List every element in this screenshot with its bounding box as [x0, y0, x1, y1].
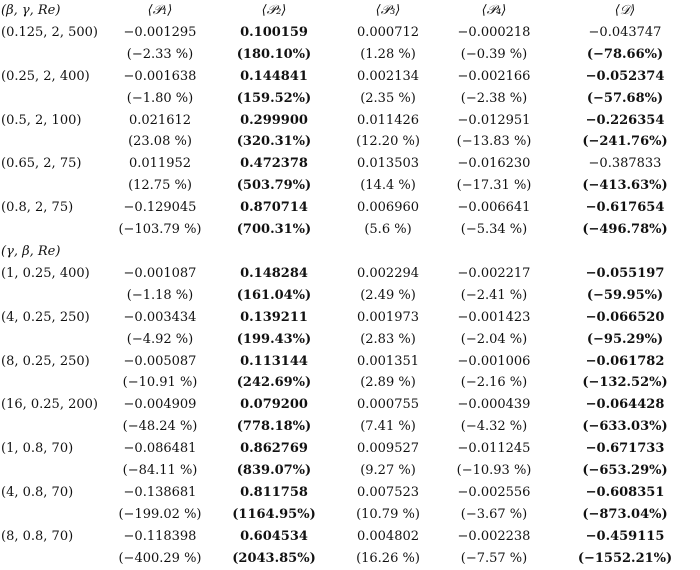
- value-cell-p2: 0.148284: [240, 265, 308, 281]
- value-cell-p3: 0.002134: [356, 68, 420, 84]
- value-cell-p3: 0.013503: [356, 156, 420, 172]
- value-cell-p4: −0.002556: [457, 484, 531, 500]
- header-params: (β, γ, Re): [1, 3, 61, 18]
- percent-cell-p1: (23.08 %): [128, 134, 192, 150]
- percent-cell-p4: (−2.04 %): [460, 331, 528, 347]
- param-cell: (0.65, 2, 75): [1, 156, 82, 172]
- table-row-percent: [0, 44, 700, 66]
- value-cell-p2: 0.472378: [240, 156, 308, 172]
- percent-cell-p3: (7.41 %): [360, 419, 416, 435]
- percent-cell-p3: (2.83 %): [360, 331, 416, 347]
- percent-cell-p1: (−4.92 %): [126, 331, 194, 347]
- percent-cell-p2: (700.31%): [236, 222, 312, 238]
- header-p1: ⟨𝒫₁⟩: [147, 3, 173, 18]
- value-cell-d: −0.459115: [585, 528, 665, 544]
- param-cell: (1, 0.25, 400): [1, 265, 90, 281]
- header-p4: ⟨𝒫₄⟩: [481, 3, 507, 18]
- value-cell-d: −0.061782: [585, 353, 665, 369]
- percent-cell-p2: (242.69%): [236, 375, 312, 391]
- percent-cell-p4: (−17.31 %): [456, 178, 532, 194]
- value-cell-p4: −0.002166: [457, 68, 531, 84]
- percent-cell-p2: (180.10%): [236, 46, 312, 62]
- table-row-percent: [0, 88, 700, 110]
- percent-cell-d: (−873.04%): [582, 506, 668, 522]
- percent-cell-p1: (−103.79 %): [118, 222, 202, 238]
- percent-cell-p2: (159.52%): [236, 90, 312, 106]
- percent-cell-d: (−132.52%): [582, 375, 668, 391]
- percent-cell-d: (−95.29%): [586, 331, 664, 347]
- table-row-values: [0, 263, 700, 285]
- header-d: ⟨𝒟⟩: [614, 3, 636, 18]
- percent-cell-p4: (−13.83 %): [456, 134, 532, 150]
- table-row-percent: [0, 504, 700, 526]
- percent-cell-p3: (2.89 %): [360, 375, 416, 391]
- section-gamma-beta-re: [0, 263, 700, 570]
- value-cell-p3: 0.000712: [356, 24, 420, 40]
- table-row-percent: [0, 219, 700, 241]
- table-row-percent: [0, 329, 700, 351]
- percent-cell-d: (−653.29%): [582, 463, 668, 479]
- percent-cell-p2: (2043.85%): [232, 550, 316, 566]
- percent-cell-p1: (−1.80 %): [126, 90, 194, 106]
- percent-cell-p1: (−400.29 %): [118, 550, 202, 566]
- value-cell-p4: −0.002238: [457, 528, 531, 544]
- table-row-values: [0, 197, 700, 219]
- value-cell-d: −0.617654: [585, 200, 665, 216]
- table-row-percent: [0, 175, 700, 197]
- param-cell: (16, 0.25, 200): [1, 397, 98, 413]
- value-cell-p3: 0.000755: [356, 397, 420, 413]
- value-cell-p1: −0.086481: [123, 441, 197, 457]
- percent-cell-p1: (−84.11 %): [122, 463, 198, 479]
- value-cell-p4: −0.000218: [457, 24, 531, 40]
- value-cell-p3: 0.002294: [356, 265, 420, 281]
- section-label-row: [0, 241, 700, 263]
- header-row: [0, 0, 700, 22]
- percent-cell-d: (−413.63%): [582, 178, 668, 194]
- table-row-values: [0, 153, 700, 175]
- param-cell: (8, 0.8, 70): [1, 528, 74, 544]
- value-cell-p3: 0.004802: [356, 528, 420, 544]
- value-cell-p4: −0.001423: [457, 309, 531, 325]
- section-beta-gamma-re: [0, 22, 700, 241]
- value-cell-d: −0.608351: [585, 484, 665, 500]
- value-cell-p1: −0.005087: [123, 353, 197, 369]
- table-row-percent: [0, 372, 700, 394]
- value-cell-p4: −0.001006: [457, 353, 531, 369]
- table-row-values: [0, 526, 700, 548]
- percent-cell-p1: (−1.18 %): [126, 287, 194, 303]
- param-cell: (8, 0.25, 250): [1, 353, 90, 369]
- table-row-values: [0, 22, 700, 44]
- param-cell: (4, 0.25, 250): [1, 309, 90, 325]
- value-cell-p1: −0.001638: [123, 68, 197, 84]
- value-cell-p4: −0.002217: [457, 265, 531, 281]
- percent-cell-p1: (−199.02 %): [118, 506, 202, 522]
- value-cell-p4: −0.011245: [457, 441, 531, 457]
- percent-cell-p1: (−2.33 %): [126, 46, 194, 62]
- param-cell: (0.25, 2, 400): [1, 68, 90, 84]
- section-label: (γ, β, Re): [1, 243, 61, 259]
- value-cell-p3: 0.007523: [356, 484, 420, 500]
- value-cell-p4: −0.006641: [457, 200, 531, 216]
- percent-cell-p3: (14.4 %): [360, 178, 416, 194]
- table-row-percent: [0, 460, 700, 482]
- table-row-values: [0, 66, 700, 88]
- table-row-percent: [0, 285, 700, 307]
- value-cell-p2: 0.299900: [240, 112, 308, 128]
- percent-cell-d: (−59.95%): [586, 287, 664, 303]
- value-cell-p3: 0.006960: [356, 200, 420, 216]
- value-cell-p4: −0.000439: [457, 397, 531, 413]
- percent-cell-d: (−633.03%): [582, 419, 668, 435]
- percent-cell-p2: (161.04%): [236, 287, 312, 303]
- value-cell-p3: 0.001973: [356, 309, 420, 325]
- percent-cell-p3: (1.28 %): [360, 46, 416, 62]
- percent-cell-p1: (−10.91 %): [122, 375, 198, 391]
- value-cell-p4: −0.012951: [457, 112, 531, 128]
- value-cell-p1: −0.001295: [123, 24, 197, 40]
- percent-cell-p4: (−5.34 %): [460, 222, 528, 238]
- table-row-values: [0, 438, 700, 460]
- value-cell-p1: −0.129045: [123, 200, 197, 216]
- header-p2: ⟨𝒫₂⟩: [261, 3, 287, 18]
- value-cell-p2: 0.811758: [240, 484, 308, 500]
- value-cell-p2: 0.604534: [240, 528, 308, 544]
- value-cell-d: −0.043747: [588, 24, 662, 40]
- value-cell-p3: 0.001351: [356, 353, 420, 369]
- percent-cell-d: (−57.68%): [586, 90, 664, 106]
- table-row-values: [0, 394, 700, 416]
- value-cell-d: −0.052374: [585, 68, 665, 84]
- percent-cell-p1: (12.75 %): [128, 178, 192, 194]
- percent-cell-p3: (2.49 %): [360, 287, 416, 303]
- percent-cell-p3: (9.27 %): [360, 463, 416, 479]
- percent-cell-p4: (−0.39 %): [460, 46, 528, 62]
- percent-cell-d: (−78.66%): [586, 46, 664, 62]
- percent-cell-p1: (−48.24 %): [122, 419, 198, 435]
- param-cell: (1, 0.8, 70): [1, 441, 74, 457]
- percent-cell-p4: (−7.57 %): [460, 550, 528, 566]
- value-cell-d: −0.066520: [585, 309, 665, 325]
- percent-cell-p2: (778.18%): [236, 419, 312, 435]
- value-cell-p3: 0.009527: [356, 441, 420, 457]
- percent-cell-p4: (−10.93 %): [456, 463, 532, 479]
- percent-cell-p3: (16.26 %): [356, 550, 420, 566]
- param-cell: (4, 0.8, 70): [1, 484, 74, 500]
- value-cell-p1: 0.021612: [128, 112, 192, 128]
- percent-cell-d: (−496.78%): [582, 222, 668, 238]
- value-cell-p2: 0.100159: [240, 24, 308, 40]
- table-row-percent: [0, 416, 700, 438]
- percent-cell-p2: (839.07%): [236, 463, 312, 479]
- value-cell-p1: 0.011952: [128, 156, 192, 172]
- percent-cell-p3: (5.6 %): [364, 222, 412, 238]
- percent-cell-p2: (503.79%): [236, 178, 312, 194]
- percent-cell-d: (−1552.21%): [577, 550, 673, 566]
- value-cell-p1: −0.138681: [123, 484, 197, 500]
- value-cell-p1: −0.003434: [123, 309, 197, 325]
- percent-cell-p4: (−2.41 %): [460, 287, 528, 303]
- percent-cell-p3: (12.20 %): [356, 134, 420, 150]
- percent-cell-d: (−241.76%): [582, 134, 668, 150]
- value-cell-p1: −0.004909: [123, 397, 197, 413]
- section-divider: [0, 241, 700, 263]
- param-cell: (0.5, 2, 100): [1, 112, 82, 128]
- value-cell-p1: −0.001087: [123, 265, 197, 281]
- percent-cell-p4: (−3.67 %): [460, 506, 528, 522]
- percent-cell-p2: (1164.95%): [232, 506, 316, 522]
- value-cell-d: −0.064428: [585, 397, 665, 413]
- value-cell-d: −0.226354: [585, 112, 665, 128]
- percent-cell-p4: (−2.16 %): [460, 375, 528, 391]
- percent-cell-p2: (320.31%): [236, 134, 312, 150]
- value-cell-p2: 0.862769: [240, 441, 308, 457]
- value-cell-d: −0.055197: [585, 265, 665, 281]
- value-cell-p2: 0.144841: [240, 68, 308, 84]
- value-cell-p2: 0.139211: [240, 309, 308, 325]
- value-cell-p2: 0.113144: [240, 353, 308, 369]
- table-row-values: [0, 307, 700, 329]
- value-cell-d: −0.671733: [585, 441, 665, 457]
- value-cell-p4: −0.016230: [457, 156, 531, 172]
- param-cell: (0.125, 2, 500): [1, 24, 98, 40]
- table-row-values: [0, 482, 700, 504]
- header-p3: ⟨𝒫₃⟩: [375, 3, 401, 18]
- value-cell-d: −0.387833: [588, 156, 662, 172]
- table-row-values: [0, 110, 700, 132]
- percent-cell-p4: (−4.32 %): [460, 419, 528, 435]
- table-row-values: [0, 351, 700, 373]
- percent-cell-p4: (−2.38 %): [460, 90, 528, 106]
- param-cell: (0.8, 2, 75): [1, 200, 74, 216]
- value-cell-p1: −0.118398: [123, 528, 197, 544]
- percent-cell-p2: (199.43%): [236, 331, 312, 347]
- value-cell-p2: 0.079200: [240, 397, 308, 413]
- table-row-percent: [0, 131, 700, 153]
- percent-cell-p3: (2.35 %): [360, 90, 416, 106]
- value-cell-p3: 0.011426: [356, 112, 420, 128]
- percent-cell-p3: (10.79 %): [356, 506, 420, 522]
- table-row-percent: [0, 548, 700, 570]
- value-cell-p2: 0.870714: [240, 200, 308, 216]
